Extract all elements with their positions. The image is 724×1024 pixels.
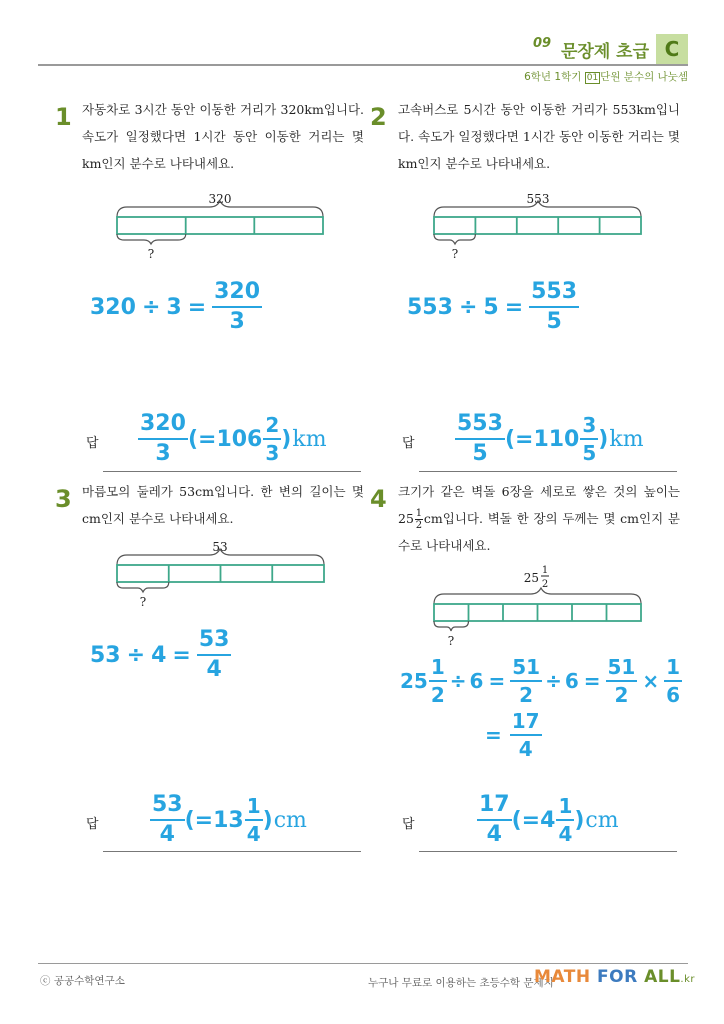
equals-sign: = xyxy=(172,642,191,668)
mixed-fraction xyxy=(556,795,574,845)
work-divisor: 4 xyxy=(151,642,167,668)
diagram-top-brace xyxy=(434,588,641,604)
diagram-bottom-brace xyxy=(434,621,469,631)
problem-4-answer-label: 답 xyxy=(402,817,415,832)
fraction-numerator: 17 xyxy=(511,709,540,733)
work-divisor: 5 xyxy=(483,294,499,320)
footer-tagline: 누구나 무료로 이용하는 초등수학 문제지 xyxy=(368,977,554,989)
fraction-bar xyxy=(477,819,512,821)
diagram-bar xyxy=(434,217,641,234)
diagram-bar xyxy=(117,217,323,234)
diagram-bottom-brace xyxy=(434,234,475,244)
diagram-question-mark: ? xyxy=(147,247,155,261)
problem-3-answer-line xyxy=(103,851,361,852)
work-fraction xyxy=(510,656,542,706)
fraction-numerator: 1 xyxy=(415,508,423,519)
level-badge: C xyxy=(656,34,688,64)
divide-sign: ÷ xyxy=(126,642,146,668)
work-dividend: 553 xyxy=(407,294,453,320)
fraction-denominator: 2 xyxy=(519,683,534,707)
equals-sign: = xyxy=(488,669,506,693)
equals-sign: = xyxy=(583,669,601,693)
fraction-denominator: 5 xyxy=(546,309,562,335)
worksheet-subtitle xyxy=(524,69,688,84)
work-fraction xyxy=(529,280,579,334)
answer-unit: km xyxy=(292,426,327,452)
answer-open-paren: (= xyxy=(184,807,214,833)
logo-math: MATH xyxy=(534,967,591,987)
mixed-fraction xyxy=(245,795,263,845)
mixed-whole: 106 xyxy=(216,426,263,452)
diagram-total-denominator: 2 xyxy=(541,579,549,590)
answer-mixed-number xyxy=(216,414,281,464)
fraction-bar xyxy=(510,680,542,682)
diagram-question-mark: ? xyxy=(451,247,459,261)
problem-4-text-fraction xyxy=(415,508,423,531)
work-fraction xyxy=(212,280,262,334)
problem-3-answer-label: 답 xyxy=(86,817,99,832)
answer-fraction xyxy=(477,793,512,847)
problem-4-number: 4 xyxy=(370,485,387,513)
work-mixed-number xyxy=(400,656,447,706)
fraction-denominator: 4 xyxy=(518,737,533,761)
work-divisor: 3 xyxy=(166,294,182,320)
answer-mixed-number xyxy=(213,795,263,845)
problem-2-bar-diagram xyxy=(427,190,647,265)
diagram-bottom-brace xyxy=(117,582,169,592)
problem-4-text xyxy=(398,478,680,559)
fraction-numerator: 320 xyxy=(140,411,186,436)
fraction-numerator: 3 xyxy=(582,413,597,438)
lesson-number: 09 xyxy=(533,36,552,51)
mixed-fraction xyxy=(580,414,598,464)
equals-sign: = xyxy=(504,294,524,320)
problem-2-number: 2 xyxy=(370,103,387,131)
answer-close-paren: ) xyxy=(574,807,585,833)
problem-3-number: 3 xyxy=(55,485,72,513)
multiply-sign: × xyxy=(642,669,660,693)
fraction-bar xyxy=(429,680,447,682)
work-fraction xyxy=(510,710,542,760)
work-dividend: 53 xyxy=(90,642,121,668)
mixed-whole: 110 xyxy=(533,426,580,452)
fraction-numerator: 320 xyxy=(214,279,261,304)
fraction-bar xyxy=(664,680,682,682)
logo-for: FOR xyxy=(597,967,638,987)
divide-sign: ÷ xyxy=(458,294,478,320)
diagram-total-numerator: 1 xyxy=(541,565,549,576)
problem-3-answer xyxy=(150,793,307,847)
divide-sign: ÷ xyxy=(449,669,467,693)
fraction-denominator: 2 xyxy=(415,520,423,531)
work-divisor: 6 xyxy=(469,669,484,693)
fraction-bar xyxy=(455,438,505,440)
problem-2-work xyxy=(407,280,579,334)
fraction-denominator: 5 xyxy=(582,441,597,466)
fraction-denominator: 6 xyxy=(666,683,681,707)
problem-4-work-line-2 xyxy=(485,710,542,760)
answer-fraction xyxy=(455,412,505,466)
fraction-bar xyxy=(150,819,185,821)
diagram-total-label: 320 xyxy=(208,192,232,206)
fraction-numerator: 17 xyxy=(479,792,510,817)
problem-4-answer-line xyxy=(419,851,677,852)
fraction-numerator: 51 xyxy=(512,655,541,679)
answer-open-paren: (= xyxy=(511,807,541,833)
problem-2-text: 고속버스로 5시간 동안 이동한 거리가 553km입니다. 속도가 일정했다면 1시간 동안 이동한 거리는 몇 km인지 분수로 나타내세요. xyxy=(398,102,680,171)
diagram-total-whole: 25 xyxy=(523,571,539,585)
fraction-numerator: 51 xyxy=(607,655,636,679)
diagram-total-label: 53 xyxy=(212,540,228,554)
fraction-denominator: 5 xyxy=(472,441,488,467)
fraction-bar xyxy=(245,819,263,821)
answer-close-paren: ) xyxy=(598,426,609,452)
problem-2-answer-label: 답 xyxy=(402,436,415,451)
answer-unit: km xyxy=(609,426,644,452)
problem-3-bar-diagram xyxy=(110,538,340,613)
fraction-numerator: 1 xyxy=(246,794,261,819)
worksheet-title: 문장제 초급 xyxy=(561,42,650,62)
fraction-denominator: 4 xyxy=(558,822,573,847)
fraction-numerator: 53 xyxy=(198,627,230,652)
fraction-denominator: 3 xyxy=(155,441,171,467)
fraction-numerator: 53 xyxy=(152,792,183,817)
fraction-denominator: 3 xyxy=(265,441,280,466)
problem-2-answer xyxy=(455,412,644,466)
answer-open-paren: (= xyxy=(187,426,217,452)
mixed-whole: 4 xyxy=(540,807,556,833)
fraction-denominator: 3 xyxy=(229,309,245,335)
problem-4-text-after: cm입니다. 벽돌 한 장의 두께는 몇 cm인지 분수로 나타내세요. xyxy=(398,511,680,553)
problem-4-answer xyxy=(477,793,619,847)
fraction-denominator: 4 xyxy=(206,657,222,683)
mixed-whole: 13 xyxy=(213,807,244,833)
fraction-bar xyxy=(606,680,638,682)
fraction-bar xyxy=(263,438,281,440)
footer-divider xyxy=(38,963,688,964)
fraction-denominator: 4 xyxy=(159,822,175,848)
answer-mixed-number xyxy=(533,414,598,464)
fraction-numerator: 1 xyxy=(558,794,573,819)
fraction-denominator: 4 xyxy=(486,822,502,848)
problem-4-work-line-1 xyxy=(400,656,682,706)
answer-fraction xyxy=(150,793,185,847)
problem-1-bar-diagram xyxy=(110,190,340,265)
footer-copyright: ⓒ 공공수학연구소 xyxy=(40,975,125,987)
fraction-numerator: 2 xyxy=(265,413,280,438)
problem-4-bar-diagram xyxy=(427,562,652,652)
fraction-numerator: 1 xyxy=(666,655,681,679)
answer-close-paren: ) xyxy=(262,807,273,833)
diagram-question-mark: ? xyxy=(139,595,147,609)
work-fraction xyxy=(664,656,682,706)
problem-1-answer-line xyxy=(103,471,361,472)
mathforall-logo xyxy=(534,967,695,987)
fraction-bar xyxy=(510,734,542,736)
fraction-bar xyxy=(138,438,188,440)
fraction-bar xyxy=(529,306,579,308)
diagram-total-label: 553 xyxy=(526,192,550,206)
subtitle-unit: 단원 분수의 나눗셈 xyxy=(600,71,688,83)
diagram-bottom-brace xyxy=(117,234,186,244)
problem-3-text: 마름모의 둘레가 53cm입니다. 한 변의 길이는 몇 cm인지 분수로 나타내세요. xyxy=(82,484,364,526)
answer-fraction xyxy=(138,412,188,466)
problem-2-answer-line xyxy=(419,471,677,472)
mixed-fraction xyxy=(263,414,281,464)
fraction-numerator: 1 xyxy=(430,655,445,679)
logo-kr: .kr xyxy=(680,974,695,985)
mixed-fraction xyxy=(429,656,447,706)
fraction-denominator: 2 xyxy=(614,683,629,707)
work-fraction xyxy=(197,628,232,682)
problem-1-number: 1 xyxy=(55,103,72,131)
work-dividend: 320 xyxy=(90,294,136,320)
fraction-bar xyxy=(212,306,262,308)
problem-1-answer-label: 답 xyxy=(86,436,99,451)
answer-close-paren: ) xyxy=(281,426,292,452)
equals-sign: = xyxy=(187,294,207,320)
problem-1-answer xyxy=(138,412,327,466)
work-divisor: 6 xyxy=(564,669,579,693)
fraction-numerator: 553 xyxy=(457,411,503,436)
problem-4-text-before: 크기가 같은 벽돌 6장을 세로로 쌓은 것의 높이는 25 xyxy=(398,484,680,526)
problem-1-work xyxy=(90,280,262,334)
problem-1-text: 자동차로 3시간 동안 이동한 거리가 320km입니다. 속도가 일정했다면 1시간 동안 이동한 거리는 몇 km인지 분수로 나타내세요. xyxy=(82,102,364,171)
diagram-question-mark: ? xyxy=(447,634,455,648)
answer-mixed-number xyxy=(540,795,574,845)
subtitle-grade: 6학년 1학기 xyxy=(524,71,582,83)
divide-sign: ÷ xyxy=(545,669,562,693)
fraction-denominator: 4 xyxy=(246,822,261,847)
fraction-numerator: 553 xyxy=(531,279,578,304)
work-fraction xyxy=(606,656,638,706)
equals-sign: = xyxy=(485,723,502,747)
unit-number-badge: 01 xyxy=(586,73,599,83)
fraction-bar xyxy=(580,438,598,440)
fraction-denominator: 2 xyxy=(430,683,445,707)
answer-open-paren: (= xyxy=(504,426,534,452)
answer-unit: cm xyxy=(585,807,619,833)
mixed-whole: 25 xyxy=(400,669,428,693)
problem-3-work xyxy=(90,628,231,682)
header-divider xyxy=(38,64,688,66)
divide-sign: ÷ xyxy=(141,294,161,320)
logo-all: ALL xyxy=(644,967,681,987)
answer-unit: cm xyxy=(273,807,307,833)
fraction-bar xyxy=(556,819,574,821)
fraction-bar xyxy=(197,654,232,656)
